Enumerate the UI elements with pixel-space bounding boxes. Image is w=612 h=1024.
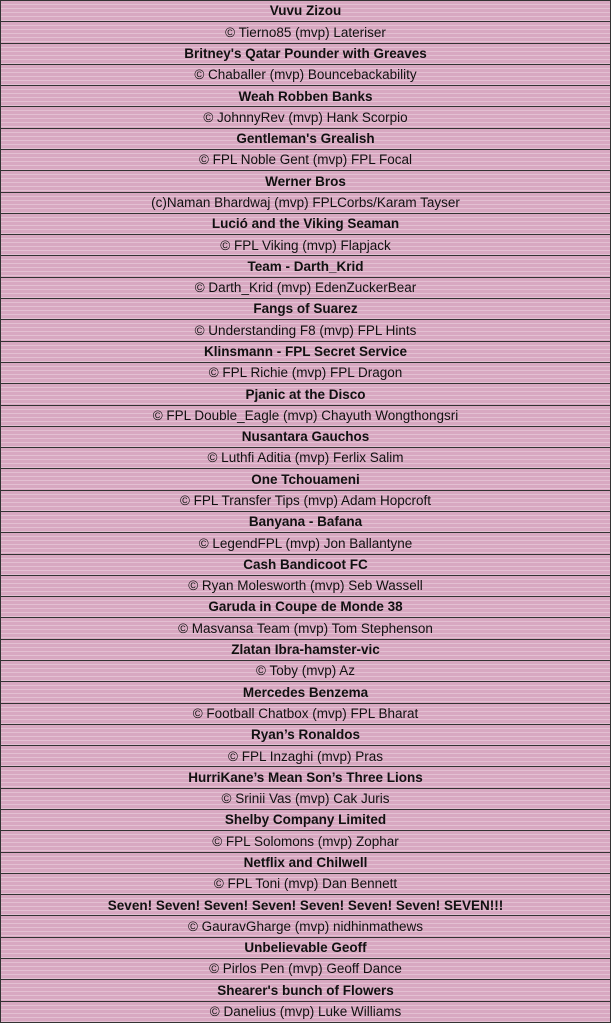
team-name: Banyana - Bafana [1,512,611,533]
team-credit: © Darth_Krid (mvp) EdenZuckerBear [1,278,611,299]
team-entry [1,682,611,725]
team-name: Gentleman's Grealish [1,129,611,150]
team-name: Cash Bandicoot FC [1,555,611,576]
team-name: Team - Darth_Krid [1,256,611,277]
team-entry [1,512,611,555]
team-entry [1,129,611,172]
team-entry [1,342,611,385]
team-name: Shelby Company Limited [1,810,611,831]
team-entry [1,853,611,896]
team-entry [1,86,611,129]
team-credit: © Chaballer (mvp) Bouncebackability [1,65,611,86]
team-entry [1,895,611,938]
team-entry [1,938,611,981]
team-name: Ryan’s Ronaldos [1,725,611,746]
team-name: One Tchouameni [1,469,611,490]
team-credit: © FPL Richie (mvp) FPL Dragon [1,363,611,384]
team-credit: © Luthfi Aditia (mvp) Ferlix Salim [1,448,611,469]
team-entry [1,597,611,640]
team-entry [1,555,611,598]
team-name: Pjanic at the Disco [1,384,611,405]
team-entry [1,767,611,810]
team-credit: © Masvansa Team (mvp) Tom Stephenson [1,618,611,639]
team-entry [1,171,611,214]
team-credit: © FPL Solomons (mvp) Zophar [1,831,611,852]
team-credit: © Understanding F8 (mvp) FPL Hints [1,320,611,341]
team-credit: © Srinii Vas (mvp) Cak Juris [1,789,611,810]
team-name: Shearer's bunch of Flowers [1,980,611,1001]
team-entry [1,1,611,44]
team-name: Fangs of Suarez [1,299,611,320]
team-credit: © Toby (mvp) Az [1,661,611,682]
team-entry [1,469,611,512]
team-credit: © Danelius (mvp) Luke Williams [1,1002,611,1023]
team-entry [1,384,611,427]
team-entry [1,256,611,299]
team-credit: © JohnnyRev (mvp) Hank Scorpio [1,107,611,128]
team-entry [1,214,611,257]
team-credit: © FPL Double_Eagle (mvp) Chayuth Wongthongsri [1,406,611,427]
team-name: Garuda in Coupe de Monde 38 [1,597,611,618]
team-credit: © Ryan Molesworth (mvp) Seb Wassell [1,576,611,597]
team-credit: © FPL Viking (mvp) Flapjack [1,235,611,256]
team-name: Netflix and Chilwell [1,853,611,874]
team-credit: © FPL Noble Gent (mvp) FPL Focal [1,150,611,171]
team-credit: (c)Naman Bhardwaj (mvp) FPLCorbs/Karam Tayser [1,193,611,214]
team-name: Werner Bros [1,171,611,192]
team-name: Nusantara Gauchos [1,427,611,448]
team-entry [1,44,611,87]
team-name: Unbelievable Geoff [1,938,611,959]
team-entry [1,640,611,683]
team-name: Zlatan Ibra-hamster-vic [1,640,611,661]
team-credit: © GauravGharge (mvp) nidhinmathews [1,916,611,937]
team-credit: © FPL Transfer Tips (mvp) Adam Hopcroft [1,491,611,512]
team-credit: © LegendFPL (mvp) Jon Ballantyne [1,533,611,554]
team-name: HurriKane’s Mean Son’s Three Lions [1,767,611,788]
team-credit: © Football Chatbox (mvp) FPL Bharat [1,704,611,725]
team-entry [1,299,611,342]
team-name: Seven! Seven! Seven! Seven! Seven! Seven! Seven! SEVEN!!! [1,895,611,916]
team-credit: © FPL Toni (mvp) Dan Bennett [1,874,611,895]
team-name: Mercedes Benzema [1,682,611,703]
team-credit: © FPL Inzaghi (mvp) Pras [1,746,611,767]
team-entry [1,427,611,470]
team-name: Klinsmann - FPL Secret Service [1,342,611,363]
team-name: Britney's Qatar Pounder with Greaves [1,44,611,65]
team-name: Lució and the Viking Seaman [1,214,611,235]
team-name: Vuvu Zizou [1,1,611,22]
team-entry [1,725,611,768]
team-credit: © Pirlos Pen (mvp) Geoff Dance [1,959,611,980]
team-entry [1,810,611,853]
team-credit: © Tierno85 (mvp) Lateriser [1,22,611,43]
team-name: Weah Robben Banks [1,86,611,107]
team-entry [1,980,611,1023]
